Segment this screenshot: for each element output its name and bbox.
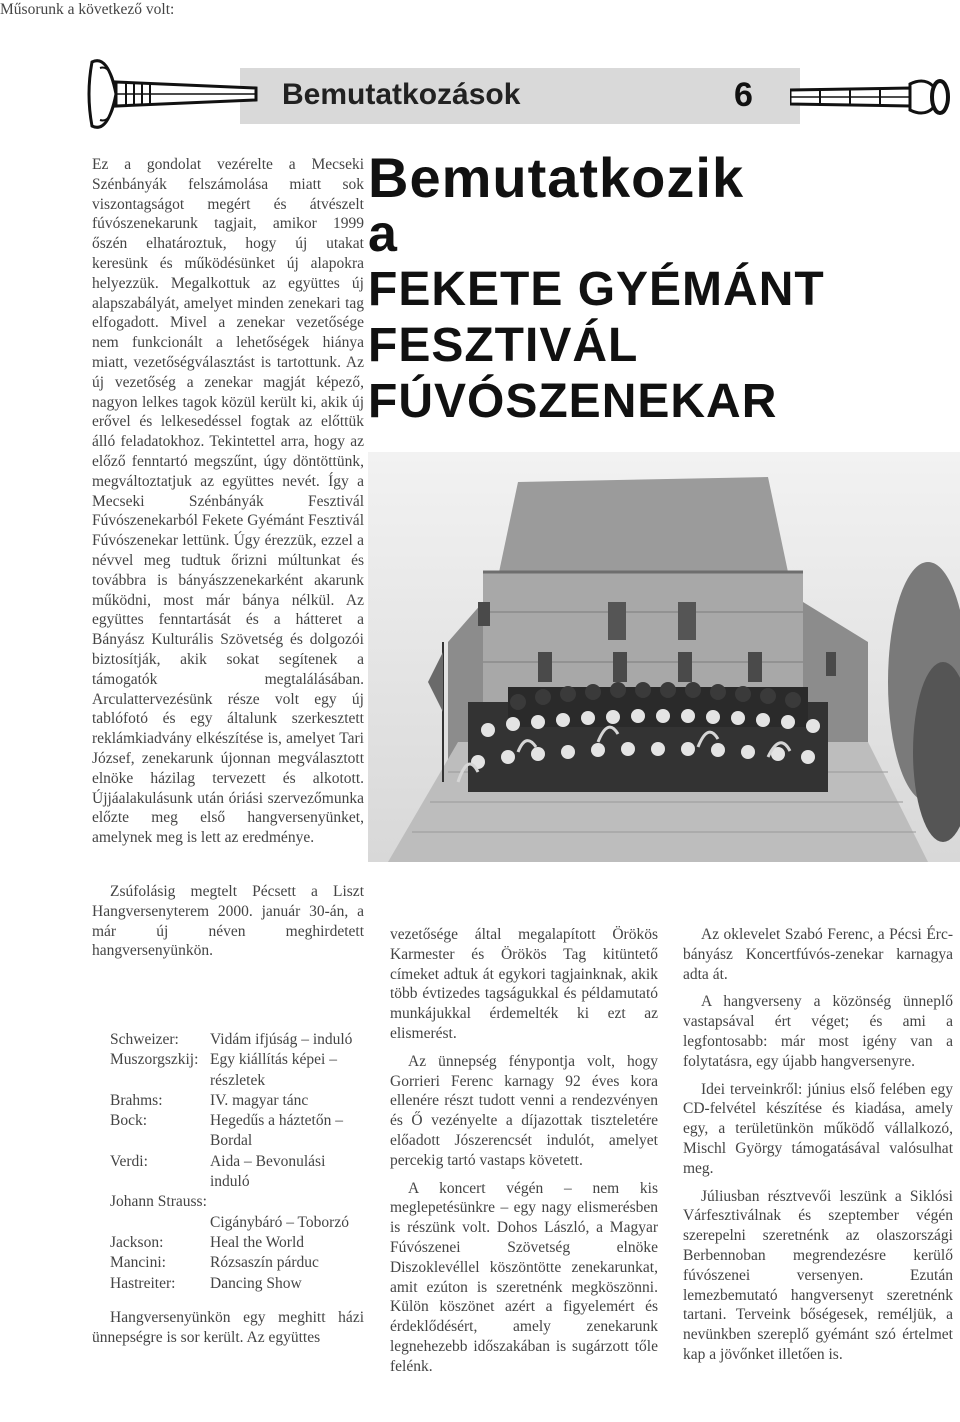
closing-paragraph bbox=[92, 1308, 364, 1348]
program-work: Aida – Bevonulási induló bbox=[210, 1152, 326, 1191]
column-2 bbox=[390, 925, 658, 1377]
program-composer: Jackson: bbox=[110, 1233, 164, 1251]
program-row bbox=[110, 1030, 370, 1050]
program-row bbox=[110, 1233, 370, 1253]
closing-text: Hangversenyünkön egy meghitt házi ünnepségre is sor került. Az együttes bbox=[92, 1309, 364, 1346]
col2-paragraph-3: A koncert végén – nem kis meglepetésünkre – egy nagy elismerésben is részünk volt. Dohos László, a Magyar Fúvószenei Szövetség elnöke Diszoklevéllel köszöntötte zenekarunkat, amit ezúton is szeretnénk megköszönni. Külön köszönet azért a figyelemért és érdeklődésért, amely zenekarunk legnehezebb időszakában is sugárzott tőle felénk. bbox=[390, 1179, 658, 1375]
program-work: Heal the World bbox=[210, 1233, 305, 1251]
col3-paragraph-2: A hangverseny a közönség ünneplő vastapsával ért véget; és ami a legfontosabb: már most igény van a folytatásra, egy újabb hangversenyre. bbox=[683, 993, 953, 1070]
intro-paragraph: Ez a gondolat vezérelte a Mecseki Szénbányák felszámolása miatt sok viszontagságot megért és átvészelt fúvószenekarunk tagjait, amikor 1999 őszén elhatároztuk, hogy új utakat keresünk és működésünket új alapokra helyezzük. Megalkottuk az együttes új alapszabályát, amelyet minden zenekari tag elfogadott. Mivel a zenekar vezetősége nem funkcionált a lehetőségek hiánya miatt, vezetőségválasztást is tartottunk. Az új vezetőség a zenekar magját képező, nagyon lelkes tagok közül került ki, akik új erővel és lelkesedéssel fogtak az előttük álló feladatokhoz. Tekintettel arra, hogy az előző fenntartó megszűnt, úgy döntöttünk, megváltoztatjuk az együttes nevét. Így a Mecseki Szénbányák Fesztivál Fúvószenekarból Fekete Gyémánt Fesztivál Fúvószenekar lettünk. Úgy érezzük, ezzel a névvel meg tudtuk őrizni múltunkat és továbbra is bányászzenekarként akarunk működni, most már bánya nélkül. Az együttes fenntartását és a hátteret a Bányász Kulturális Szövetség és dolgozói biztosítják, akik sokat segítenek a támogatók megtalálásában. Arculattervezésünk része volt egy új tablófotó és egy általunk szerkesztett reklámkiadvány elkészítése is, amelyet Tari József, zenekarunk újonnan megválasztott elnöke házilag tervezett és alkotott. Újjáalakulásunk után óriási szervezőmunka előzte meg első hangversenyünket, amelynek meg is lett az eredménye. bbox=[92, 156, 364, 847]
column-3 bbox=[683, 925, 953, 1365]
program-work: Rózsaszín párduc bbox=[210, 1254, 319, 1272]
horn-right-icon bbox=[790, 72, 950, 122]
program-row bbox=[110, 1152, 370, 1193]
program-composer: Brahms: bbox=[110, 1091, 163, 1109]
program-row bbox=[110, 1050, 370, 1091]
program-row bbox=[110, 1274, 370, 1294]
program-composer: Hastreiter: bbox=[110, 1274, 176, 1292]
col2-paragraph-1: vezetősége által megalapított Örökös Karmester és Örökös Tag kitüntető címeket adtuk át egykori tagjainknak, akik több évtizedes tagságukkal és példamutató munkájukkal érdemelték ki ezt az elismerést. bbox=[390, 926, 658, 1042]
headline-line-1: Bemutatkozik bbox=[368, 146, 745, 209]
program-composer: Verdi: bbox=[110, 1152, 148, 1170]
page-number: 6 bbox=[734, 76, 753, 114]
program-table bbox=[110, 1030, 370, 1294]
headline-line-4: FESZTIVÁL bbox=[368, 319, 639, 372]
concert-text: Zsúfolásig megtelt Pécsett a Liszt Hangversenyterem 2000. január 30-án, a már új néven meghirdetett hangversenyünkön. bbox=[92, 883, 364, 960]
headline-line-2: a bbox=[368, 205, 398, 263]
col3-paragraph-4: Júliusban résztvevői leszünk a Siklósi Várfesztiválnak és szeptember végén szerepelni szeretnénk az olaszországi Berbennoban megrendezésre kerülő fúvószenei versenyen. Ezután lemezbemutató hangversenyt szeretnénk tartani. Terveink bőségesek, reméljük, a nevünkben szereplő gyémánt szó értelmet kap a jövőnket illetően is. bbox=[683, 1187, 953, 1363]
program-row bbox=[110, 1111, 370, 1152]
program-row bbox=[110, 1192, 370, 1233]
section-title: Bemutatkozások bbox=[282, 78, 521, 111]
program-row bbox=[110, 1253, 370, 1273]
program-composer: Bock: bbox=[110, 1112, 148, 1130]
program-work: Dancing Show bbox=[210, 1274, 302, 1292]
program-row bbox=[110, 1091, 370, 1111]
program-composer: Johann Strauss: bbox=[110, 1193, 207, 1211]
col2-paragraph-2: Az ünnepség fénypontja volt, hogy Gorrieri Ferenc karnagy 92 éves kora ellenére részt tudott venni a rendezvényen és Ő vezényelte a díjazottak tiszteletére előadott Jószerencsét indulót, amelyet percekig tartó vastaps követett. bbox=[390, 1052, 658, 1169]
band-photo bbox=[368, 452, 960, 862]
program-work: IV. magyar tánc bbox=[210, 1091, 309, 1109]
program-intro: Műsorunk a következő volt: bbox=[0, 1, 175, 18]
col3-paragraph-3: Idei terveinkről: június első felében egy CD-felvétel készítése és kiadása, amely egy, a területünkön működő vállalkozó, Mischl György támogatásával valósulhat meg. bbox=[683, 1080, 953, 1177]
program-work: Hegedűs a háztetőn – Bordal bbox=[210, 1112, 343, 1150]
program-composer: Schweizer: bbox=[110, 1031, 179, 1048]
program-composer: Mancini: bbox=[110, 1254, 166, 1272]
headline-line-3: FEKETE GYÉMÁNT bbox=[368, 263, 825, 316]
headline-line-5: FÚVÓSZENEKAR bbox=[368, 375, 778, 428]
concert-paragraph bbox=[92, 882, 364, 961]
col3-paragraph-1: Az oklevelet Szabó Ferenc, a Pécsi Érc-bányász Koncertfúvós-zenekar karnagya adta át. bbox=[683, 926, 953, 983]
horn-left-icon bbox=[86, 54, 261, 134]
program-composer: Muszorgszkij: bbox=[110, 1051, 199, 1069]
program-work: Egy kiállítás képei – részletek bbox=[210, 1051, 337, 1089]
program-work: Cigánybáró – Toborzó bbox=[210, 1213, 349, 1231]
program-work: Vidám ifjúság – induló bbox=[210, 1031, 353, 1048]
